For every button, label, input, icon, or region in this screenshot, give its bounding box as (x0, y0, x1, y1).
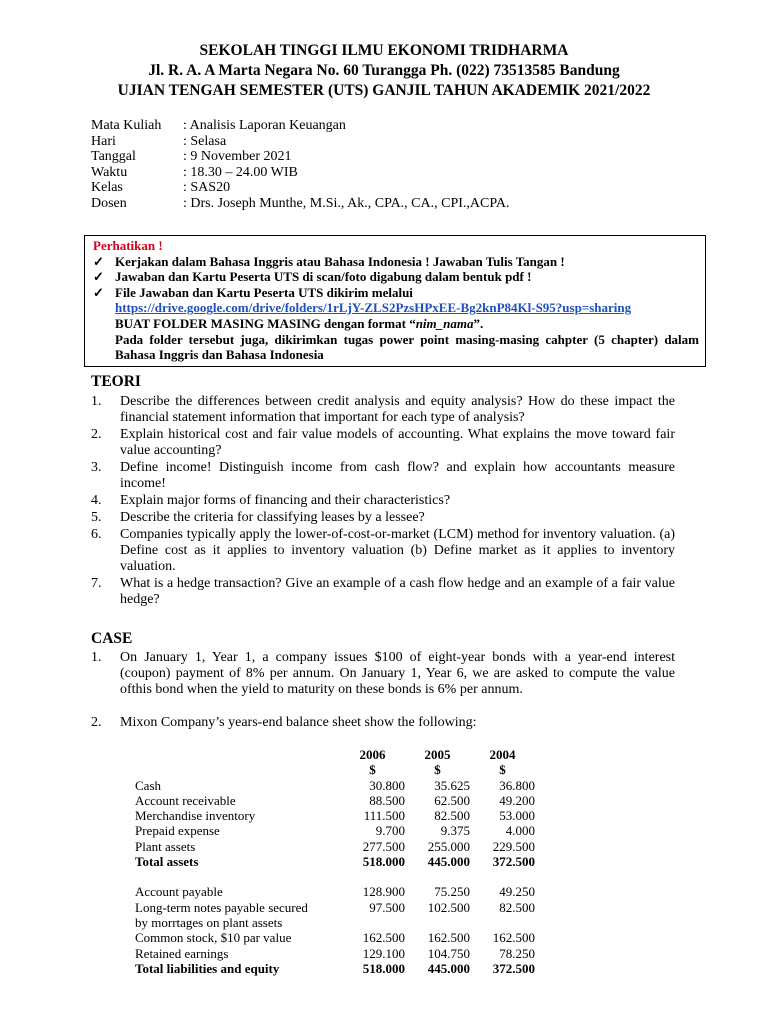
notice-box (84, 235, 706, 367)
info-row: Kelas : SAS20 (91, 180, 231, 196)
notice-item: ✓ File Jawaban dan Kartu Peserta UTS dikirim melalui (93, 284, 413, 300)
table-row: Plant assets 277.500 255.000 229.500 (135, 838, 535, 854)
list-item: 2. Mixon Company’s years-end balance sheet show the following: (91, 715, 477, 730)
table-row: by morrtages on plant assets (135, 914, 283, 930)
exam-title: UJIAN TENGAH SEMESTER (UTS) GANJIL TAHUN AKADEMIK 2021/2022 (117, 82, 651, 99)
teori-title: TEORI (91, 373, 141, 390)
list-item: 5. Describe the criteria for classifying leases by a lessee? (91, 510, 425, 525)
check-icon: ✓ (93, 253, 104, 269)
list-item: 1. On January 1, Year 1, a company issues $100 of eight-year bonds with a year-end interest (coupon) payment of 8% per annum. On January 1, Year 6, we are asked to compute the value ofthis bond when the yield to maturity on these bonds is 6% per annum. (91, 650, 675, 697)
check-icon: ✓ (93, 284, 104, 300)
list-item: 7. What is a hedge transaction? Give an example of a cash flow hedge and an example of a fair value hedge? (91, 576, 675, 607)
list-item: 3. Define income! Distinguish income from cash flow? and explain how accountants measure income! (91, 460, 675, 491)
table-row: Cash 30.800 35.625 36.800 (135, 777, 535, 793)
case-question-1 (91, 650, 675, 699)
course-info (91, 118, 509, 212)
info-row: Tanggal : 9 November 2021 (91, 149, 292, 165)
case-title: CASE (91, 630, 133, 647)
drive-link[interactable]: https://drive.google.com/drive/folders/1rLjY-ZLS2PzsHPxEE-Bg2knP84Kl-S95?usp=sharing (115, 300, 632, 316)
balance-sheet-table (135, 747, 535, 976)
case-question-2 (91, 715, 675, 732)
total-liabilities-equity-row: Total liabilities and equity 518.000 445.000 372.500 (135, 960, 535, 976)
check-icon: ✓ (93, 269, 104, 285)
table-row: Common stock, $10 par value 162.500 162.500 162.500 (135, 930, 535, 946)
info-row: Dosen : Drs. Joseph Munthe, M.Si., Ak., CPA., CA., CPI.,ACPA. (91, 195, 510, 211)
list-item: 1. Describe the differences between credit analysis and equity analysis? How do these impact the financial statement information that important for each type of analysis? (91, 394, 675, 425)
info-row: Mata Kuliah : Analisis Laporan Keuangan (91, 118, 346, 133)
exam-header (0, 41, 768, 101)
info-row: Hari : Selasa (91, 133, 227, 149)
list-item: 6. Companies typically apply the lower-of-cost-or-market (LCM) method for inventory valuation. (a) Define cost as it applies to inventory valuation (b) Define market as it applies to inventory valuation. (91, 527, 675, 574)
folder-instruction: BUAT FOLDER MASING MASING dengan format “nim_nama”. (115, 315, 484, 331)
total-assets-row: Total assets 518.000 445.000 372.500 (135, 854, 535, 870)
notice-item: ✓ Kerjakan dalam Bahasa Inggris atau Bahasa Indonesia ! Jawaban Tulis Tangan ! (93, 253, 565, 269)
notice-title: Perhatikan ! (93, 238, 163, 253)
table-row: Merchandise inventory 111.500 82.500 53.000 (135, 808, 535, 824)
table-row: Account payable 128.900 75.250 49.250 (135, 884, 535, 900)
info-row: Waktu : 18.30 – 24.00 WIB (91, 164, 298, 180)
list-item: 4. Explain major forms of financing and their characteristics? (91, 493, 451, 508)
list-item: 2. Explain historical cost and fair value models of accounting. What explains the move toward fair value accounting? (91, 427, 675, 458)
table-row: Prepaid expense 9.700 9.375 4.000 (135, 823, 535, 839)
table-header: 2006 2005 2004 (359, 747, 516, 762)
notice-item: ✓ Jawaban dan Kartu Peserta UTS di scan/foto digabung dalam bentuk pdf ! (93, 269, 532, 285)
institution-name: SEKOLAH TINGGI ILMU EKONOMI TRIDHARMA (199, 42, 569, 59)
table-row: Long-term notes payable secured 97.500 102.500 82.500 (135, 899, 535, 915)
table-row: Retained earnings 129.100 104.750 78.250 (135, 945, 535, 961)
table-row: Account receivable 88.500 62.500 49.200 (135, 792, 535, 808)
teori-questions (91, 394, 675, 609)
powerpoint-instruction: Pada folder tersebut juga, dikirimkan tugas power point masing-masing cahpter (5 chapter) dalam Bahasa Inggris dan Bahasa Indonesia (115, 331, 699, 363)
currency-row: $ $ $ (369, 762, 506, 778)
institution-address: Jl. R. A. A Marta Negara No. 60 Turangga Ph. (022) 73513585 Bandung (148, 62, 620, 79)
